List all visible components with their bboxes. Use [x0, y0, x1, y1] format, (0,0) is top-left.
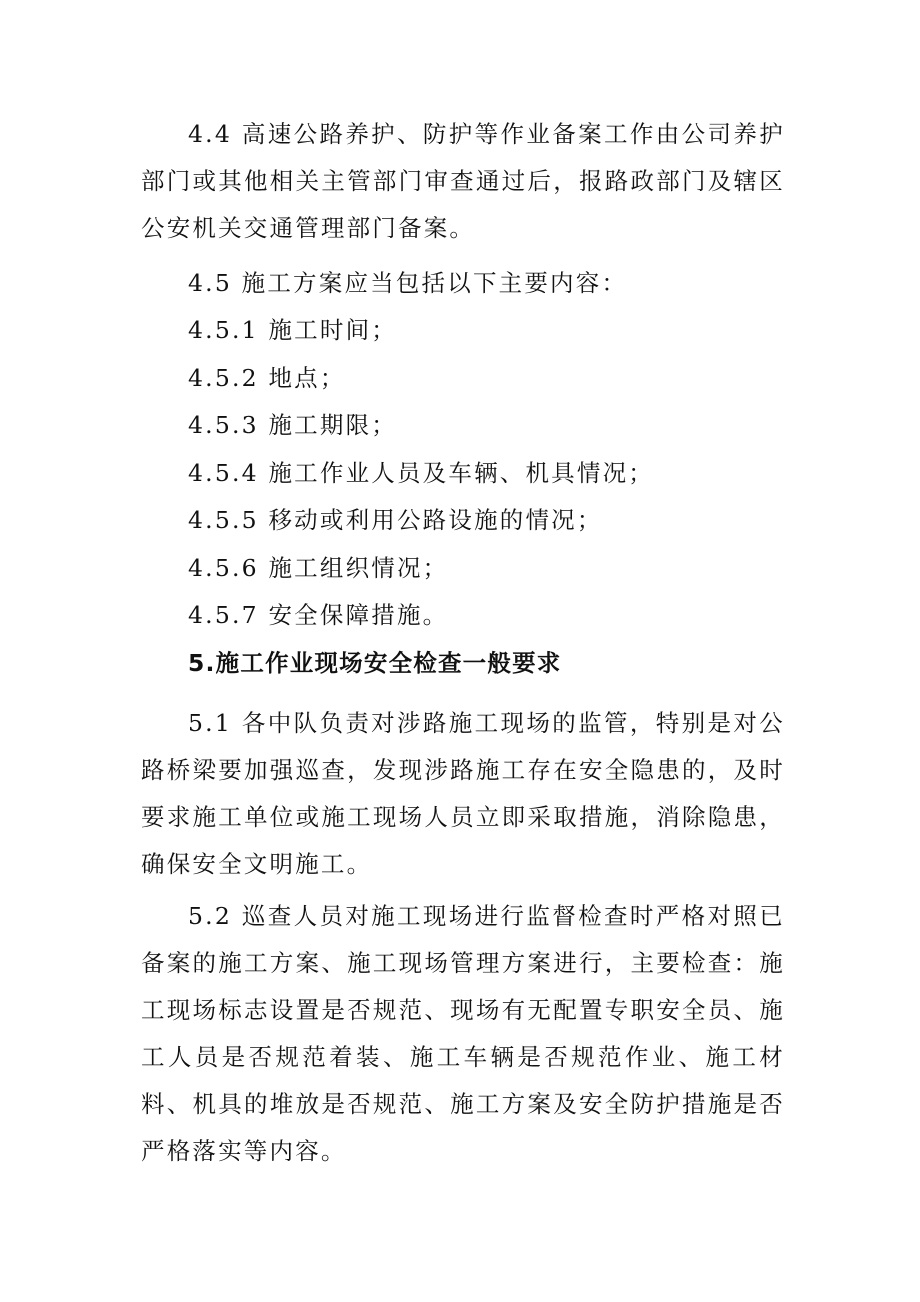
list-item-4-5-5: 4.5.5 移动或利用公路设施的情况； [188, 506, 603, 534]
paragraph-5-2: 5.2 巡查人员对施工现场进行监督检查时严格对照已备案的施工方案、施工现场管理方案进行，主要检查：施工现场标志设置是否规范、现场有无配置专职安全员、施工人员是否规范着装、施工车辆是否规范作业、施工材料、机具的堆放是否规范、施工方案及安全防护措施是否严格落实等内容。 [141, 902, 785, 1165]
paragraph-5-1: 5.1 各中队负责对涉路施工现场的监管，特别是对公路桥梁要加强巡查，发现涉路施工存在安全隐患的，及时要求施工单位或施工现场人员立即采取措施，消除隐患，确保安全文明施工。 [141, 709, 785, 878]
list-item-4-5-1: 4.5.1 施工时间； [188, 316, 397, 344]
list-item-4-5-3: 4.5.3 施工期限； [188, 411, 397, 439]
paragraph-4-4: 4.4 高速公路养护、防护等作业备案工作由公司养护部门或其他相关主管部门审查通过后，报路政部门及辖区公安机关交通管理部门备案。 [141, 120, 785, 242]
list-item-4-5-2: 4.5.2 地点； [188, 364, 346, 392]
paragraph-4-5: 4.5 施工方案应当包括以下主要内容： [188, 269, 628, 297]
section-heading-5: 5.施工作业现场安全检查一般要求 [188, 649, 562, 677]
list-item-4-5-6: 4.5.6 施工组织情况； [188, 554, 449, 582]
list-item-4-5-7: 4.5.7 安全保障措施。 [188, 601, 449, 629]
list-item-4-5-4: 4.5.4 施工作业人员及车辆、机具情况； [188, 459, 654, 487]
